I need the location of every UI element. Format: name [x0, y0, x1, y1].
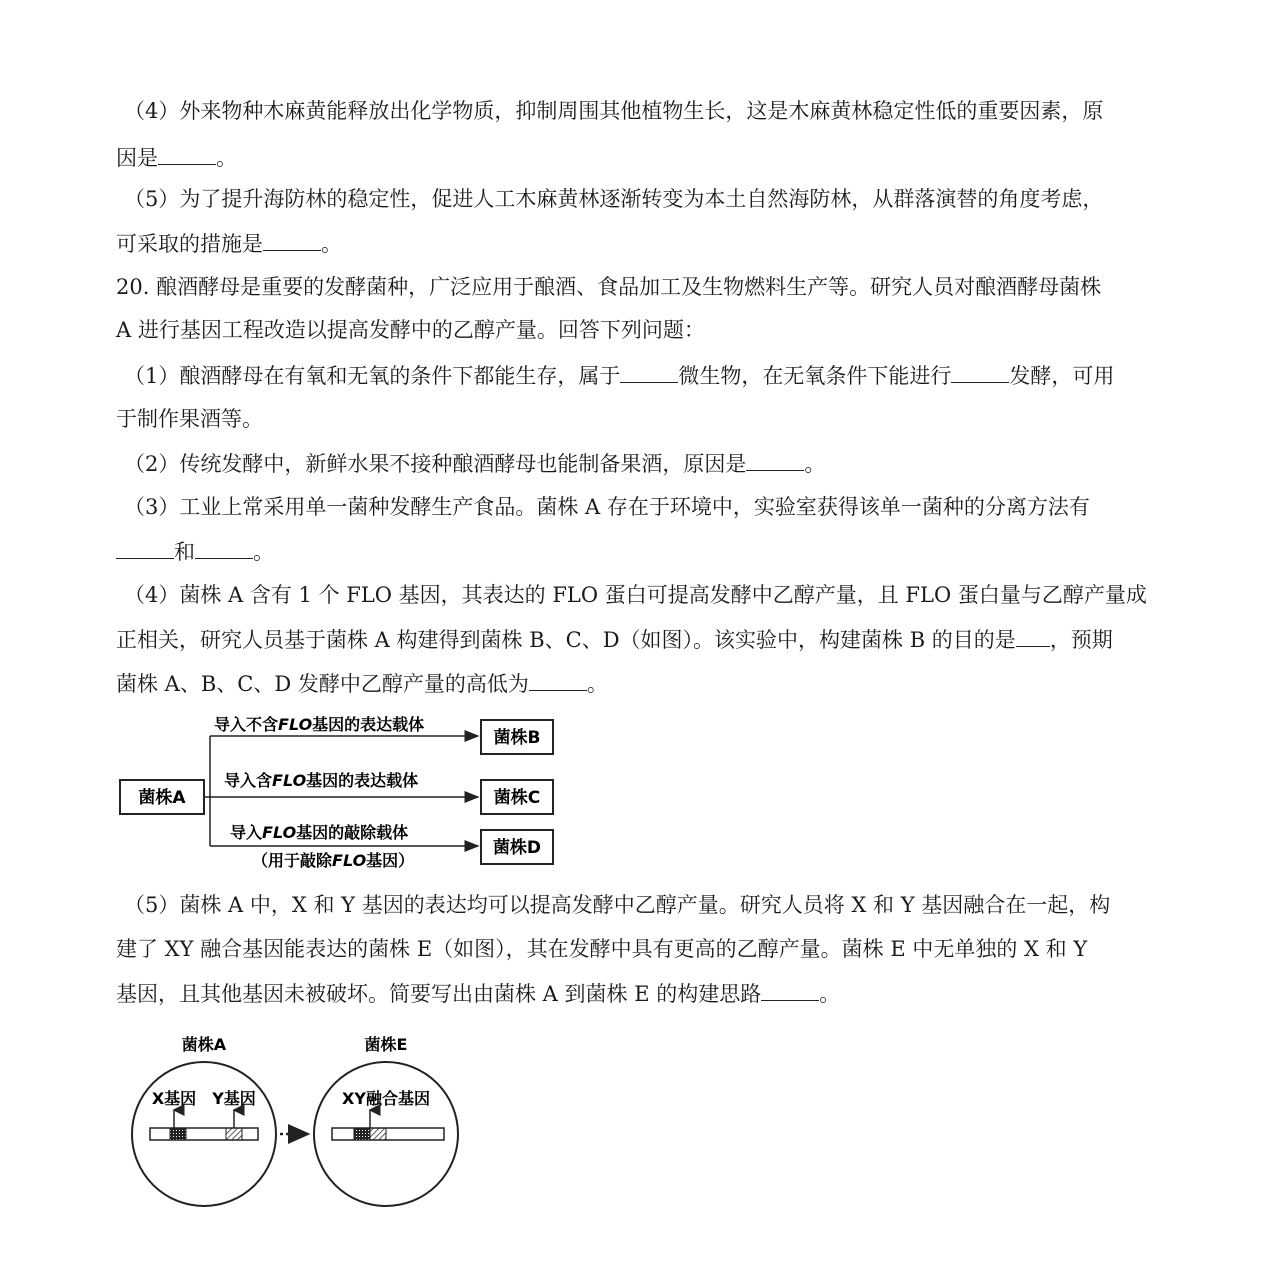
q20-part1-line1: （1）酿酒酵母在有氧和无氧的条件下都能生存，属于 微生物，在无氧条件下能进行 发酵，可用 [124, 360, 1114, 391]
answer-blank[interactable] [263, 228, 321, 251]
q20-part3-line1: （3）工业上常采用单一菌种发酵生产食品。菌株 A 存在于环境中，实验室获得该单一菌种的分离方法有 [124, 495, 1090, 519]
answer-blank[interactable] [761, 978, 819, 1001]
arrow-d-label: 导入FLO基因的敲除载体 [230, 823, 409, 842]
q20-part5-line1: （5）菌株 A 中，X 和 Y 基因的表达均可以提高发酵中乙醇产量。研究人员将 X 和 Y 基因融合在一起，构 [124, 893, 1111, 917]
diagram2-title-a: 菌株A [181, 1035, 227, 1054]
q20-intro-line1: 20. 酿酒酵母是重要的发酵菌种，广泛应用于酿酒、食品加工及生物燃料生产等。研究人员对酿酒酵母菌株 [116, 275, 1102, 299]
answer-blank[interactable] [1016, 624, 1050, 647]
x-gene-label: X基因 [151, 1089, 197, 1108]
strain-construction-diagram [110, 706, 570, 876]
arrow-d-note: （用于敲除FLO基因） [252, 851, 415, 870]
q20-part4-line3: 菌株 A、B、C、D 发酵中乙醇产量的高低为 。 [116, 668, 608, 699]
q20-part2: （2）传统发酵中，新鲜水果不接种酿酒酵母也能制备果酒，原因是 。 [124, 448, 825, 479]
q20-part4-line2: 正相关，研究人员基于菌株 A 构建得到菌株 B、C、D（如图）。该实验中，构建菌株 B 的目的是 ，预期 [116, 624, 1113, 655]
chromosome-e [332, 1128, 444, 1140]
fusion-gene-diagram [128, 1028, 478, 1218]
strain-d-label: 菌株D [492, 838, 542, 858]
answer-blank[interactable] [620, 360, 678, 383]
answer-blank[interactable] [951, 360, 1009, 383]
answer-blank[interactable] [529, 668, 587, 691]
q19-part4-line2: 因是 。 [116, 142, 237, 173]
x-gene-segment [170, 1128, 186, 1140]
strain-b-label: 菌株B [493, 728, 541, 748]
answer-blank[interactable] [195, 536, 253, 559]
q20-intro-line2: A 进行基因工程改造以提高发酵中的乙醇产量。回答下列问题： [116, 318, 705, 342]
strain-c-label: 菌株C [493, 788, 541, 808]
y-gene-label: Y基因 [212, 1089, 256, 1108]
xy-fusion-segment-y [370, 1128, 386, 1140]
q20-part1-line2: 于制作果酒等。 [116, 407, 263, 431]
strain-a-label: 菌株A [138, 788, 186, 808]
q20-part4-line1: （4）菌株 A 含有 1 个 FLO 基因，其表达的 FLO 蛋白可提高发酵中乙醇产量，且 FLO 蛋白量与乙醇产量成 [124, 583, 1147, 607]
q20-part5-line3: 基因，且其他基因未被破坏。简要写出由菌株 A 到菌株 E 的构建思路 。 [116, 978, 840, 1009]
diagram2-title-e: 菌株E [364, 1035, 408, 1054]
answer-blank[interactable] [158, 142, 216, 165]
q20-part3-line2: 和 。 [116, 536, 274, 567]
q19-part5-line1: （5）为了提升海防林的稳定性，促进人工木麻黄林逐渐转变为本土自然海防林，从群落演替的角度考虑， [124, 187, 1104, 211]
q19-part4-line1: （4）外来物种木麻黄能释放出化学物质，抑制周围其他植物生长，这是木麻黄林稳定性低的重要因素，原 [124, 99, 1104, 123]
xy-fusion-segment-x [354, 1128, 370, 1140]
q19-part5-line2: 可采取的措施是 。 [116, 228, 342, 259]
xy-gene-label: XY融合基因 [342, 1089, 430, 1108]
arrow-c-label: 导入含FLO基因的表达载体 [224, 771, 419, 790]
y-gene-segment [226, 1128, 242, 1140]
answer-blank[interactable] [116, 536, 174, 559]
answer-blank[interactable] [746, 448, 804, 471]
arrow-b-label: 导入不含FLO基因的表达载体 [214, 715, 425, 734]
q20-part5-line2: 建了 XY 融合基因能表达的菌株 E（如图），其在发酵中具有更高的乙醇产量。菌株 E 中无单独的 X 和 Y [116, 937, 1088, 961]
